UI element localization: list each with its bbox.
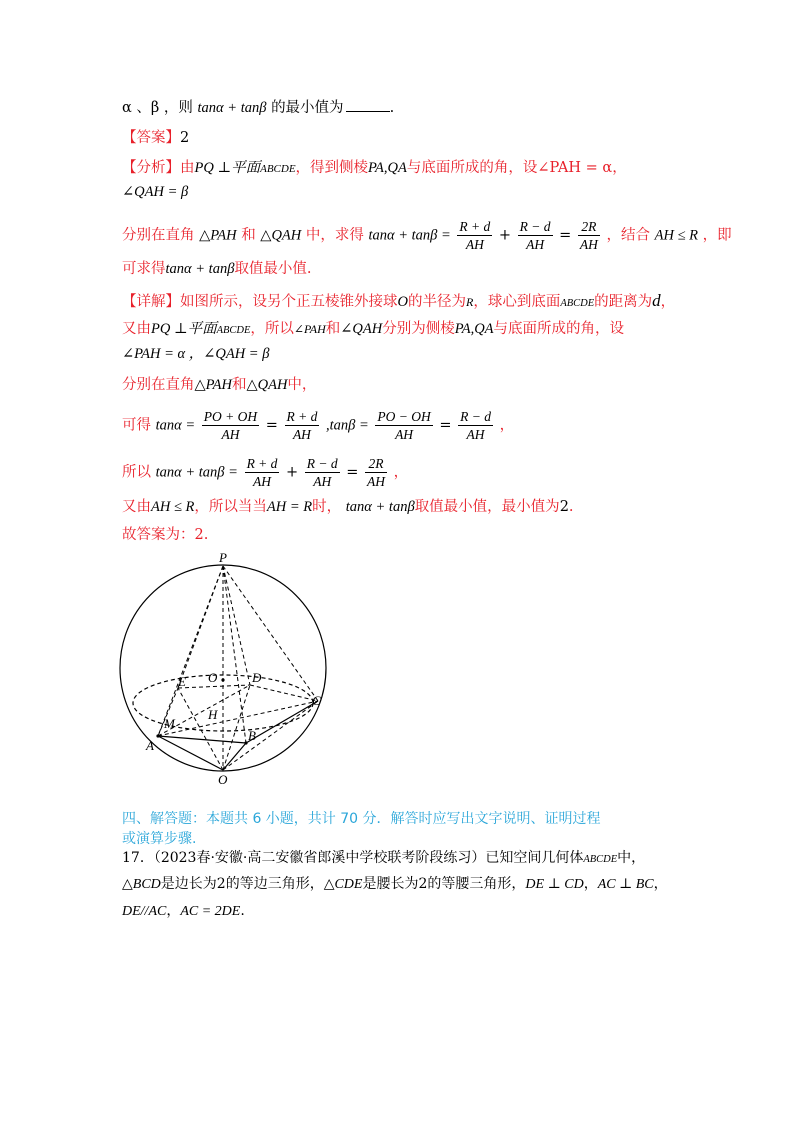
frac-num: R − d — [306, 456, 338, 471]
analysis-math: △PAH — [199, 227, 237, 244]
line-PD — [223, 566, 250, 685]
analysis-math: tanα + tanβ — [165, 261, 235, 277]
label-O: O — [208, 670, 218, 685]
detail-math: ABCDE — [216, 325, 251, 336]
analysis-math: ABCDE — [260, 163, 296, 175]
question-suffix: 的最小值为 — [271, 100, 344, 116]
frac-den: AH — [395, 427, 414, 442]
problem-text: . — [240, 903, 245, 919]
fraction — [458, 408, 493, 443]
analysis-math: △QAH — [260, 227, 302, 244]
detail-math: AH ≤ R — [151, 499, 195, 515]
answer-blank — [346, 97, 390, 112]
problem-math: △CDE — [323, 877, 363, 892]
detail-text: 取值最小值，最小值为 — [414, 499, 560, 515]
detail-math: ABCDE — [560, 298, 595, 309]
problem-text: 是腰长为2的等腰三角形， — [362, 876, 526, 892]
fraction — [245, 455, 280, 490]
detail-text: 又由 — [122, 321, 151, 337]
math-op: = — [346, 464, 359, 481]
math-op: = — [439, 417, 452, 434]
math-op: = — [559, 227, 572, 244]
problem-17-line-1 — [122, 847, 645, 871]
frac-num: R − d — [519, 219, 551, 234]
analysis-text: 取值最小值. — [234, 261, 312, 277]
detail-text: ， — [660, 294, 676, 310]
question-end: . — [389, 100, 395, 116]
frac-den: AH — [466, 427, 485, 442]
problem-math: △BCD — [122, 877, 161, 892]
problem-math: DE//AC — [122, 904, 167, 919]
fraction — [305, 455, 340, 490]
section-4-line-2: 或演算步骤. — [122, 831, 197, 847]
analysis-math: PQ ⊥平面 — [194, 160, 261, 176]
detail-math: R — [465, 295, 474, 309]
label-B: B — [248, 728, 256, 743]
analysis-math: ∠QAH = β — [122, 184, 189, 200]
fraction — [202, 408, 259, 443]
analysis-text: ，即 — [702, 227, 732, 244]
analysis-text: 可求得 — [122, 261, 166, 277]
label-M: M — [164, 716, 175, 731]
detail-text: 和 — [325, 321, 341, 337]
frac-den: AH — [579, 237, 598, 252]
frac-den: AH — [367, 474, 386, 489]
detail-math: ∠PAH = α ，∠QAH = β — [122, 346, 270, 362]
detail-math: ,tanβ = — [325, 417, 369, 434]
detail-text: 时， — [312, 499, 342, 515]
detail-text: ，所以 — [250, 321, 294, 337]
question-line — [122, 97, 394, 119]
analysis-text: 由 — [180, 160, 195, 176]
analysis-text: 分别在直角 — [122, 227, 195, 244]
problem-text: 是边长为2的等边三角形， — [160, 876, 324, 892]
frac-den: AH — [465, 237, 484, 252]
detail-line-4 — [122, 374, 316, 396]
detail-line-2 — [122, 318, 624, 342]
section-4-heading — [122, 808, 601, 830]
frac-num: 2R — [365, 455, 387, 473]
detail-text: 的距离为 — [594, 294, 653, 310]
detail-line-1 — [122, 290, 675, 315]
detail-text: 的半径为 — [407, 294, 466, 310]
detail-math: tanα + tanβ — [345, 499, 415, 515]
label-A: A — [146, 738, 154, 753]
detail-text: 分别在直角 — [122, 377, 195, 393]
detail-math: ∠QAH — [340, 321, 383, 337]
detail-text: ， — [499, 417, 515, 434]
problem-text: 17．（2023春·安徽·高二安徽省郎溪中学校联考阶段练习）已知空间几何体 — [122, 850, 584, 866]
frac-num: PO + OH — [203, 409, 258, 424]
detail-line-6 — [122, 455, 408, 490]
frac-num: R + d — [286, 409, 318, 424]
problem-text: ， — [653, 876, 668, 892]
detail-math: △PAH — [194, 377, 232, 393]
analysis-math: AH ≤ R — [654, 227, 699, 244]
detail-text: 分别为侧棱 — [382, 321, 455, 337]
line-BC — [246, 701, 318, 743]
detail-line-5 — [122, 408, 514, 443]
detail-line-7 — [122, 496, 574, 518]
detail-math: AH = R — [266, 499, 313, 515]
line-AB — [158, 736, 246, 743]
line-BQ — [223, 743, 246, 770]
frac-num: PO − OH — [377, 409, 431, 424]
fraction — [285, 408, 320, 443]
detail-text: 中， — [287, 377, 317, 393]
detail-text: 所以 — [122, 464, 151, 481]
detail-text: . — [568, 499, 574, 515]
analysis-line-1 — [122, 157, 627, 180]
problem-17-line-3 — [122, 900, 245, 923]
detail-text: 如图所示，设另个正五棱锥外接球 — [180, 294, 398, 310]
label-E: E — [178, 674, 186, 689]
problem-text: ， — [166, 903, 181, 919]
point-O — [221, 678, 224, 681]
detail-math: △QAH — [246, 377, 288, 393]
problem-math: DE ⊥ CD — [525, 877, 584, 892]
section-4-line-1: 四、解答题：本题共 6 小题，共计 70 分．解答时应写出文字说明、证明过程 — [122, 811, 601, 827]
line-AQ — [158, 736, 223, 770]
frac-num: 2R — [578, 218, 600, 236]
label-D: D — [252, 670, 262, 685]
analysis-line-4 — [122, 258, 312, 280]
label-Q: Q — [218, 772, 228, 784]
frac-num: R + d — [459, 219, 491, 234]
detail-text: ，球心到底面 — [473, 294, 561, 310]
detail-math: tanα = — [155, 417, 196, 434]
detail-math: tanα + tanβ = — [155, 464, 238, 481]
fraction — [375, 408, 432, 443]
detail-text: 和 — [231, 377, 247, 393]
geometry-diagram — [118, 548, 338, 784]
line-DC — [250, 685, 318, 701]
frac-num: R − d — [460, 409, 491, 424]
detail-math: 2 — [559, 499, 569, 515]
frac-den: AH — [252, 474, 271, 489]
detail-math: d — [652, 291, 661, 310]
question-prefix: α 、β ，则 — [122, 100, 193, 116]
detail-math: PA,QA — [454, 321, 494, 337]
answer-line — [122, 127, 189, 149]
math-op: + — [498, 227, 512, 244]
label-P: P — [219, 550, 227, 565]
frac-den: AH — [526, 237, 545, 252]
question-expr: tanα + tanβ — [197, 100, 267, 116]
analysis-line-3 — [122, 218, 732, 253]
analysis-math: PA,QA — [368, 160, 407, 176]
detail-math: ∠PAH — [293, 322, 326, 336]
detail-text: 又由 — [122, 499, 151, 515]
math-op: + — [286, 464, 299, 481]
detail-conclusion: 故答案为：2. — [122, 527, 209, 543]
frac-den: AH — [292, 427, 311, 442]
line-PC — [223, 566, 318, 701]
analysis-line-2 — [122, 181, 188, 203]
answer-value: 2 — [180, 130, 190, 146]
fraction — [518, 218, 553, 253]
detail-line-8 — [122, 524, 208, 546]
frac-num: R + d — [246, 456, 278, 471]
frac-den: AH — [221, 427, 240, 442]
analysis-text: ，结合 — [606, 227, 650, 244]
answer-label: 【答案】 — [122, 130, 180, 146]
problem-math: AC = 2DE — [180, 904, 241, 919]
label-C: C — [312, 693, 321, 708]
analysis-math: tanα + tanβ = — [368, 227, 451, 244]
analysis-text: 与底面所成的角，设∠PAH = α， — [406, 160, 627, 176]
line-PB — [223, 566, 246, 743]
analysis-text: 中，求得 — [305, 227, 364, 244]
problem-17-line-2 — [122, 873, 668, 896]
analysis-text: ，得到侧棱 — [295, 160, 369, 176]
problem-math: ABCDE — [583, 854, 618, 865]
fraction — [365, 455, 387, 490]
label-H: H — [208, 707, 218, 722]
analysis-label: 【分析】 — [122, 160, 180, 176]
detail-text: ，所以当当 — [194, 499, 267, 515]
sphere-pyramid-figure — [118, 548, 338, 784]
fraction — [457, 218, 492, 253]
fraction — [578, 218, 600, 253]
analysis-text: 和 — [241, 227, 256, 244]
detail-text: ， — [393, 464, 409, 481]
detail-text: 与底面所成的角，设 — [493, 321, 625, 337]
detail-label: 【详解】 — [122, 294, 180, 310]
detail-math: O — [397, 294, 408, 310]
detail-line-3 — [122, 343, 269, 365]
detail-text: 可得 — [122, 417, 151, 434]
problem-text: ， — [583, 876, 598, 892]
math-op: = — [265, 417, 278, 434]
frac-den: AH — [313, 474, 332, 489]
point-A — [156, 734, 159, 737]
problem-math: AC ⊥ BC — [597, 877, 654, 892]
problem-text: 中， — [617, 850, 646, 866]
detail-math: PQ ⊥平面 — [151, 321, 217, 337]
